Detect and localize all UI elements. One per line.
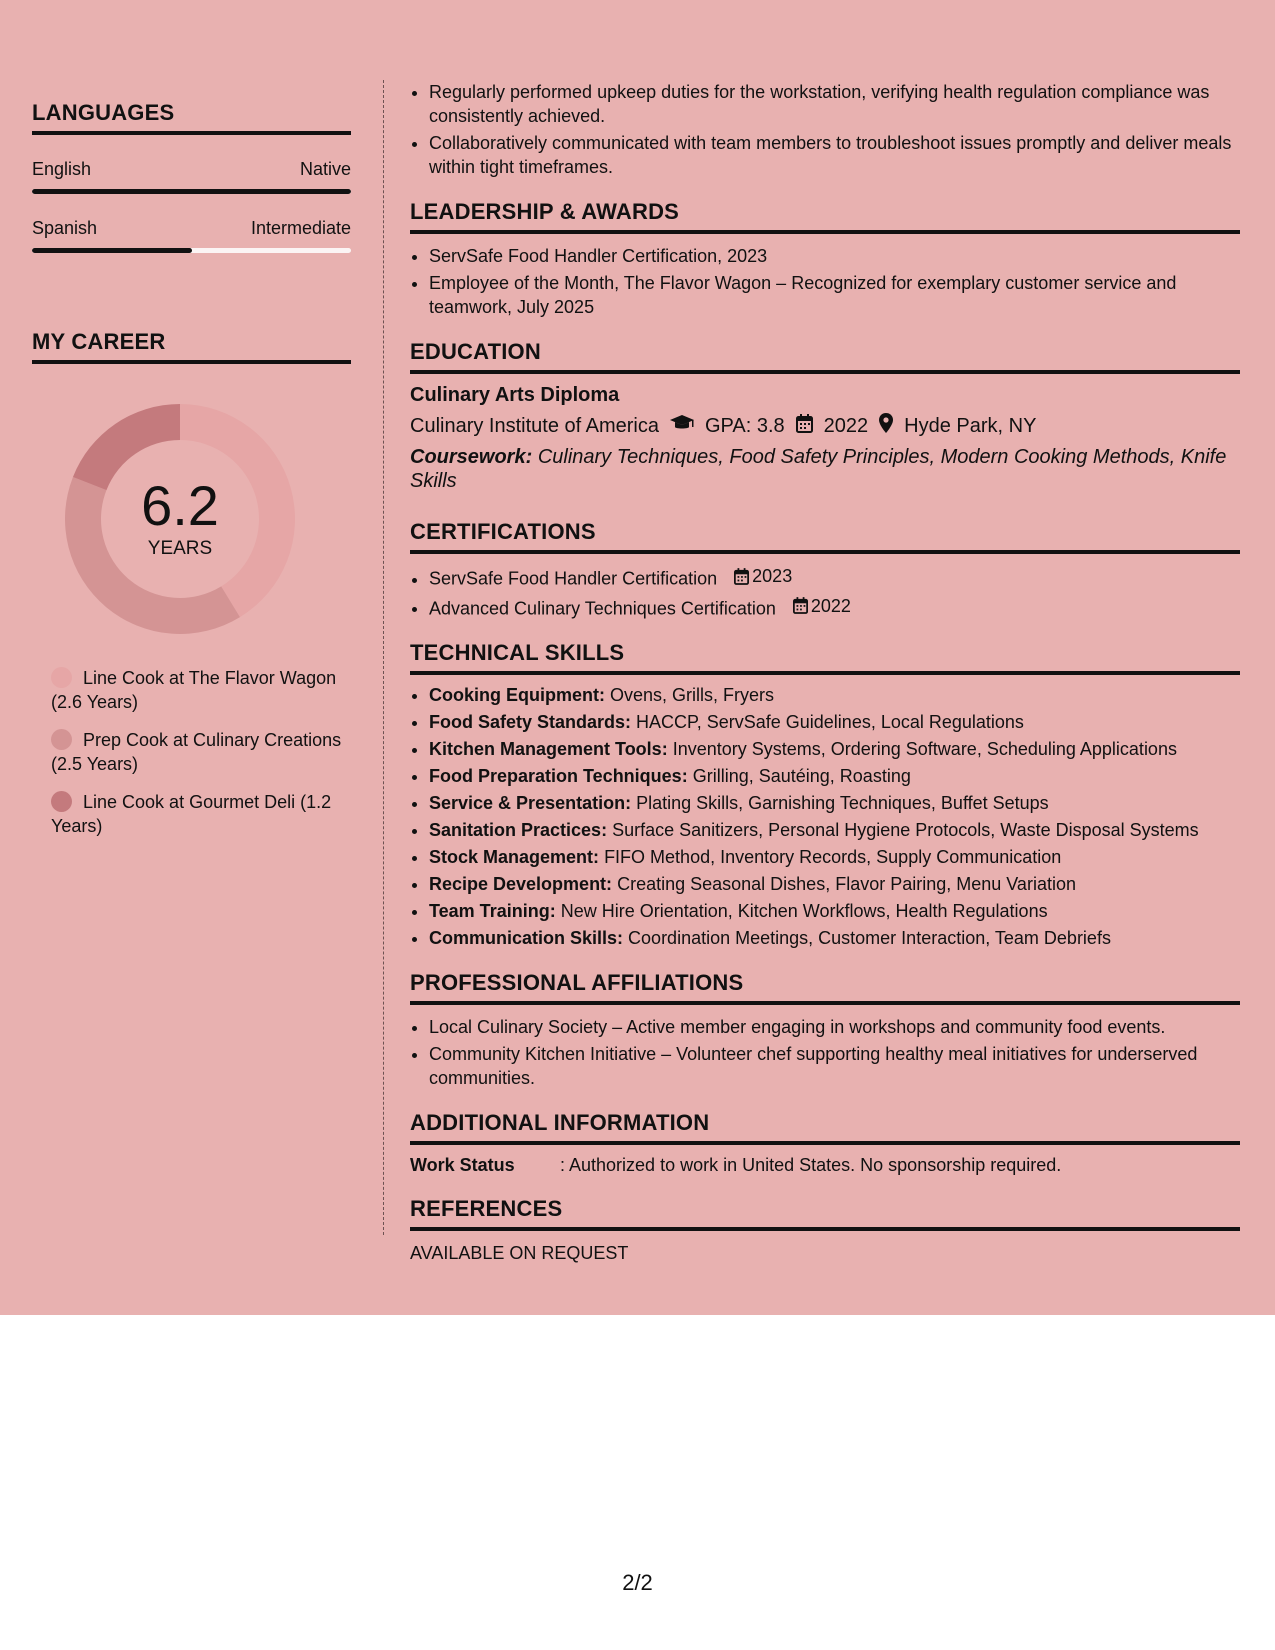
- skill-item: [429, 791, 1240, 815]
- education-degree: Culinary Arts Diploma: [410, 384, 620, 406]
- work-status-label: Work Status: [410, 1155, 515, 1175]
- skill-item: [429, 845, 1240, 869]
- references-title: REFERENCES: [410, 1196, 1240, 1231]
- skills-list: [410, 683, 1240, 950]
- language-level: Intermediate: [250, 218, 351, 238]
- language-item: [32, 218, 351, 253]
- language-bar: [32, 189, 351, 194]
- additional-info-title: ADDITIONAL INFORMATION: [410, 1110, 1240, 1145]
- career-donut-chart: [65, 404, 295, 634]
- location-pin-icon: [879, 413, 893, 439]
- experience-bullet: • Collaboratively communicated with team members to troubleshoot issues promptly and deliver meals within tight timeframes.: [429, 131, 1240, 179]
- references-value: AVAILABLE ON REQUEST: [410, 1243, 629, 1263]
- skill-value: HACCP, ServSafe Guidelines, Local Regulations: [636, 712, 1024, 732]
- skill-label: Food Preparation Techniques:: [429, 766, 688, 786]
- education-gpa: GPA: 3.8: [705, 414, 785, 437]
- leadership-list: [410, 244, 1240, 319]
- work-status-row: [410, 1155, 1240, 1176]
- certification-year: 2023: [752, 566, 793, 586]
- skill-item: [429, 818, 1240, 842]
- legend-label: Line Cook at Gourmet Deli (1.2 Years): [51, 792, 332, 836]
- calendar-icon: [793, 597, 808, 614]
- language-name: English: [32, 159, 92, 179]
- career-title: MY CAREER: [32, 329, 351, 364]
- language-item: [32, 159, 351, 194]
- skill-item: [429, 872, 1240, 896]
- career-total-unit: YEARS: [147, 538, 213, 559]
- career-legend-item: [51, 666, 351, 714]
- education-school: Culinary Institute of America: [410, 414, 659, 437]
- graduation-cap-icon: [670, 414, 694, 438]
- skill-label: Food Safety Standards:: [429, 712, 632, 732]
- skill-label: Cooking Equipment:: [429, 685, 605, 705]
- languages-title: LANGUAGES: [32, 100, 351, 135]
- skill-value: FIFO Method, Inventory Records, Supply Communication: [604, 847, 1062, 867]
- skill-item: [429, 764, 1240, 788]
- experience-bullet: • Regularly performed upkeep duties for the workstation, verifying health regulation compliance was consistently achieved.: [429, 80, 1240, 128]
- skill-item: [429, 926, 1240, 950]
- career-legend: [32, 666, 351, 838]
- skill-value: Inventory Systems, Ordering Software, Scheduling Applications: [672, 739, 1177, 759]
- skill-label: Kitchen Management Tools:: [429, 739, 668, 759]
- legend-dot: [51, 667, 72, 688]
- skill-value: Plating Skills, Garnishing Techniques, Buffet Setups: [636, 793, 1049, 813]
- page-number: 2/2: [622, 1570, 653, 1595]
- skill-value: New Hire Orientation, Kitchen Workflows, Health Regulations: [560, 901, 1048, 921]
- affiliation-item: • Community Kitchen Initiative – Volunteer chef supporting healthy meal initiatives for underserved communities.: [429, 1042, 1240, 1090]
- career-legend-item: [51, 790, 351, 838]
- language-bar: [32, 248, 351, 253]
- skill-label: Recipe Development:: [429, 874, 613, 894]
- calendar-icon: [796, 414, 813, 439]
- certification-name: ServSafe Food Handler Certification: [429, 568, 718, 589]
- skill-item: [429, 683, 1240, 707]
- leadership-title: LEADERSHIP & AWARDS: [410, 199, 1240, 234]
- certification-year: 2022: [810, 595, 851, 616]
- education-title: EDUCATION: [410, 339, 1240, 374]
- skill-value: Coordination Meetings, Customer Interaction, Team Debriefs: [628, 928, 1111, 948]
- certification-item: [429, 594, 1240, 621]
- legend-dot: [51, 729, 72, 750]
- skill-label: Team Training:: [429, 901, 556, 921]
- language-name: Spanish: [32, 218, 98, 238]
- left-column: [32, 100, 351, 852]
- legend-label: Prep Cook at Culinary Creations (2.5 Years): [51, 730, 342, 774]
- certifications-list: [410, 564, 1240, 620]
- right-column: [410, 80, 1240, 1264]
- calendar-icon: [734, 568, 749, 585]
- skill-value: Ovens, Grills, Fryers: [610, 685, 775, 705]
- column-divider: [383, 80, 384, 1235]
- skill-item: [429, 710, 1240, 734]
- coursework-label: Coursework:: [410, 446, 533, 468]
- legend-label: Line Cook at The Flavor Wagon (2.6 Years): [51, 668, 337, 712]
- language-bar-fill: [32, 248, 192, 253]
- leadership-item: • ServSafe Food Handler Certification, 2023: [429, 244, 1240, 268]
- skill-value: Creating Seasonal Dishes, Flavor Pairing, Menu Variation: [617, 874, 1076, 894]
- skills-title: TECHNICAL SKILLS: [410, 640, 1240, 675]
- certification-item: [429, 564, 1240, 591]
- skill-label: Communication Skills:: [429, 928, 624, 948]
- affiliations-title: PROFESSIONAL AFFILIATIONS: [410, 970, 1240, 1005]
- affiliations-list: [410, 1015, 1240, 1090]
- certification-name: Advanced Culinary Techniques Certification: [429, 598, 776, 618]
- experience-bullets: [410, 80, 1240, 179]
- certifications-title: CERTIFICATIONS: [410, 519, 1240, 554]
- skill-label: Sanitation Practices:: [429, 820, 608, 840]
- work-status-value: : Authorized to work in United States. No sponsorship required.: [560, 1155, 1062, 1175]
- skill-value: Surface Sanitizers, Personal Hygiene Protocols, Waste Disposal Systems: [612, 820, 1199, 840]
- skill-item: [429, 899, 1240, 923]
- skill-value: Grilling, Sautéing, Roasting: [692, 766, 911, 786]
- skill-item: [429, 737, 1240, 761]
- affiliation-item: • Local Culinary Society – Active member engaging in workshops and community food events.: [429, 1015, 1240, 1039]
- skill-label: Stock Management:: [429, 847, 600, 867]
- education-year: 2022: [823, 414, 869, 437]
- language-level: Native: [299, 159, 351, 179]
- career-total-value: 6.2: [141, 474, 219, 537]
- education-details: [410, 413, 1240, 439]
- skill-label: Service & Presentation:: [429, 793, 632, 813]
- education-location: Hyde Park, NY: [904, 414, 1037, 437]
- career-legend-item: [51, 728, 351, 776]
- language-bar-fill: [32, 189, 351, 194]
- coursework-text: Culinary Techniques, Food Safety Principles, Modern Cooking Methods, Knife Skills: [410, 446, 1227, 492]
- leadership-item: • Employee of the Month, The Flavor Wagon – Recognized for exemplary customer service and teamwork, July 2025: [429, 271, 1240, 319]
- legend-dot: [51, 791, 72, 812]
- education-coursework: [410, 445, 1240, 493]
